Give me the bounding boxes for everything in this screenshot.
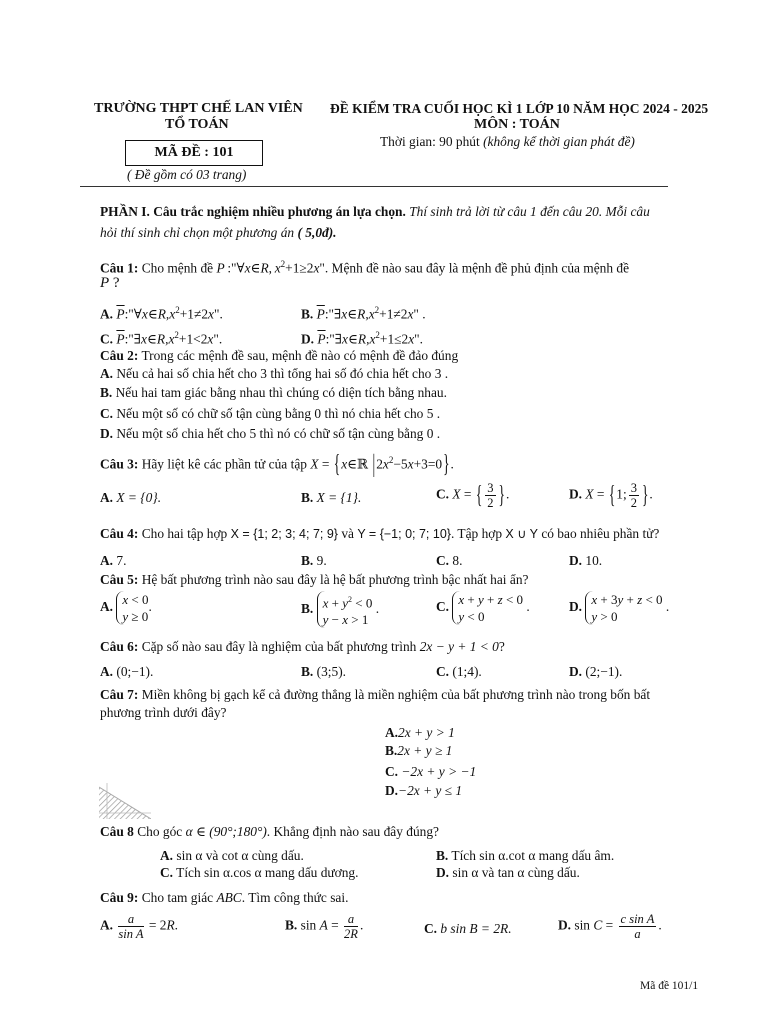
- q9-option-d[interactable]: D. sin C = $\frac{\text{c sin A}}{a}$ .: [558, 912, 662, 941]
- q6-option-d[interactable]: D. (2;−1).: [569, 664, 623, 679]
- q8-option-b[interactable]: B. Tích sin α.cot α mang dấu âm.: [436, 848, 615, 863]
- q9-option-b[interactable]: B. sin A = $\frac{a}{2R}$ .: [285, 912, 364, 941]
- q8-option-c[interactable]: C. Tích sin α.cos α mang dấu dương.: [160, 865, 359, 880]
- q3-option-a[interactable]: A. X = {0}.: [100, 490, 162, 505]
- exam-code: MÃ ĐỀ : 101: [154, 145, 234, 160]
- q2-option-c[interactable]: C. Nếu một số có chữ số tận cùng bằng 0 thì nó chia hết cho 5 .: [100, 406, 441, 421]
- q7-option-d[interactable]: D.−2x + y ≤ 1: [385, 783, 463, 798]
- subject: MÔN : TOÁN: [474, 117, 560, 132]
- q6-option-c[interactable]: C. (1;4).: [436, 664, 482, 679]
- q2-option-a[interactable]: A. Nếu cả hai số chia hết cho 3 thì tổng hai số đó chia hết cho 3 .: [100, 366, 449, 381]
- question-9: Câu 9: Cho tam giác ABC. Tìm công thức sai.: [100, 890, 349, 905]
- q7-hatched-region-figure: [99, 783, 151, 819]
- page-footer: Mã đề 101/1: [640, 980, 699, 992]
- q5-option-b[interactable]: B. $x + y^2 < 0$ y − x > 1 .: [301, 591, 379, 628]
- question-1: Câu 1: Cho mệnh đề P :"∀x∈R, $x^2+1\ge 2x$". Mệnh đề nào sau đây là mệnh đề phủ định của mệnh đề: [100, 259, 630, 276]
- exam-code-box: [125, 140, 263, 166]
- q4-option-d[interactable]: D. 10.: [569, 553, 603, 568]
- q5-option-d[interactable]: D. x + 3y + z < 0 y > 0 .: [569, 592, 670, 624]
- question-4: Câu 4: Cho hai tập hợp X = {1; 2; 3; 4; 7; 9} và Y = {−1; 0; 7; 10}. Tập hợp X ∪ Y có bao nhiêu phần tử?: [100, 526, 660, 541]
- part1-heading: PHẦN I. Câu trắc nghiệm nhiều phương án lựa chọn. Thí sinh trả lời từ câu 1 đến câu 20. Mỗi câu: [100, 204, 650, 219]
- q1-option-b[interactable]: B. $\overline{P}:"\exists x\in R,x^2+1\ne 2x$" .: [301, 305, 426, 322]
- q2-option-b[interactable]: B. Nếu hai tam giác bằng nhau thì chúng có diện tích bằng nhau.: [100, 385, 447, 400]
- q1-option-d[interactable]: D. $\overline{P}:"\exists x\in R,x^2+1\le 2x$".: [301, 330, 423, 347]
- question-5: Câu 5: Hệ bất phương trình nào sau đây là hệ bất phương trình bậc nhất hai ẩn?: [100, 572, 529, 587]
- q7-option-a[interactable]: A.2x + y > 1: [385, 725, 455, 740]
- department: TỔ TOÁN: [165, 117, 229, 132]
- q3-option-d[interactable]: D. X = {1; $\frac{3}{2}$ }.: [569, 479, 653, 510]
- q9-option-a[interactable]: A. $\frac{a}{\text{sin A}}$ = 2R.: [100, 912, 179, 941]
- q2-option-d[interactable]: D. Nếu một số chia hết cho 5 thì nó có chữ số tận cùng bằng 0 .: [100, 426, 441, 441]
- header-divider: [80, 186, 668, 187]
- q5-option-c[interactable]: C. x + y + z < 0 y < 0 .: [436, 592, 530, 624]
- q8-option-d[interactable]: D. sin α và tan α cùng dấu.: [436, 865, 580, 880]
- question-8: Câu 8 Cho góc α ∈ (90°;180°). Khẳng định nào sau đây đúng?: [100, 824, 439, 839]
- q3-option-c[interactable]: C. X = { $\frac{3}{2}$ }.: [436, 479, 510, 510]
- q4-option-c[interactable]: C. 8.: [436, 553, 463, 568]
- q4-option-b[interactable]: B. 9.: [301, 553, 327, 568]
- question-6: Câu 6: Cặp số nào sau đây là nghiệm của bất phương trình 2x − y + 1 < 0?: [100, 639, 505, 654]
- q3-option-b[interactable]: B. X = {1}.: [301, 490, 362, 505]
- q7-option-c[interactable]: C. −2x + y > −1: [385, 764, 477, 779]
- q7-option-b[interactable]: B.2x + y ≥ 1: [385, 743, 453, 758]
- exam-title: ĐỀ KIỂM TRA CUỐI HỌC KÌ 1 LỚP 10 NĂM HỌC 2024 - 2025: [330, 101, 709, 116]
- school-name: TRƯỜNG THPT CHẾ LAN VIÊN: [94, 101, 303, 116]
- q6-option-b[interactable]: B. (3;5).: [301, 664, 347, 679]
- question-7-line2: phương trình dưới đây?: [100, 705, 227, 720]
- question-1-line2: P ?: [100, 275, 120, 291]
- page-count: ( Đề gồm có 03 trang): [127, 167, 247, 182]
- q9-option-c[interactable]: C. b sin B = 2R.: [424, 921, 512, 936]
- exam-time: Thời gian: 90 phút (không kể thời gian phát đề): [380, 134, 635, 149]
- q6-option-a[interactable]: A. (0;−1).: [100, 664, 154, 679]
- q8-option-a[interactable]: A. sin α và cot α cùng dấu.: [160, 848, 304, 863]
- question-3: Câu 3: Hãy liệt kê các phần tử của tập X = {x∈ℝ $|2x^2-5x+3=0$}.: [100, 449, 454, 478]
- q4-option-a[interactable]: A. 7.: [100, 553, 127, 568]
- q1-option-c[interactable]: C. $\overline{P}:"\exists x\in R,x^2+1<2x$".: [100, 330, 223, 347]
- question-7: Câu 7: Miền không bị gạch kể cả đường thẳng là miền nghiệm của bất phương trình nào trong bốn bất: [100, 687, 651, 702]
- question-2: Câu 2: Trong các mệnh đề sau, mệnh đề nào có mệnh đề đảo đúng: [100, 348, 459, 363]
- q5-option-a[interactable]: A. x < 0 y ≥ 0 .: [100, 592, 152, 624]
- part1-heading-line2: hỏi thí sinh chỉ chọn một phương án ( 5,0đ).: [100, 225, 337, 240]
- q1-option-a[interactable]: A. $\overline{P}:"\forall x\in R,x^2+1\ne 2x$".: [100, 305, 223, 322]
